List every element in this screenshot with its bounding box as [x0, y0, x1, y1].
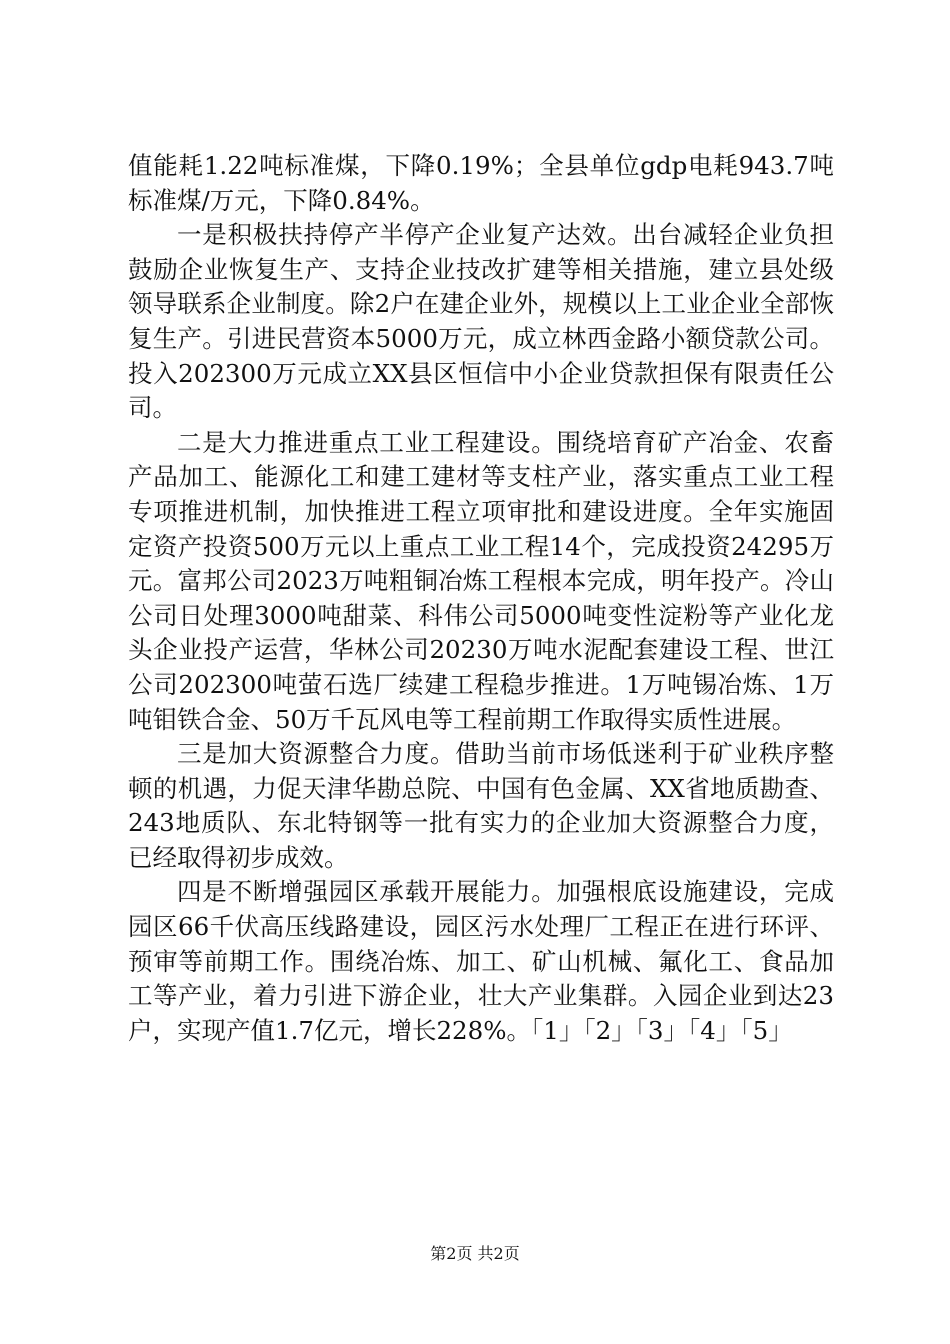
paragraph-3: 三是加大资源整合力度。借助当前市场低迷利于矿业秩序整顿的机遇，力促天津华勘总院、中国有色金属、XX省地质勘查、243地质队、东北特钢等一批有实力的企业加大资源整合力度，已经取得初步成效。	[128, 739, 834, 872]
paragraph-2: 二是大力推进重点工业工程建设。围绕培育矿产冶金、农畜产品加工、能源化工和建工建材等支柱产业，落实重点工业工程专项推进机制，加快推进工程立项审批和建设进度。全年实施固定资产投资500万元以上重点工业工程14个，完成投资24295万元。富邦公司2023万吨粗铜冶炼工程根本完成，明年投产。冷山公司日处理3000吨甜菜、科伟公司5000吨变性淀粉等产业化龙头企业投产运营，华林公司20230万吨水泥配套建设工程、世江公司202300吨萤石选厂续建工程稳步推进。1万吨锡冶炼、1万吨钼铁合金、50万千瓦风电等工程前期工作取得实质性进展。	[128, 427, 834, 734]
page-footer	[0, 1244, 950, 1264]
document-body	[128, 149, 834, 1048]
page-number: 第2页 共2页	[430, 1244, 520, 1263]
paragraph-continuation: 值能耗1.22吨标准煤，下降0.19%；全县单位gdp电耗943.7吨标准煤/万元，下降0.84%。	[128, 151, 834, 215]
paragraph-1: 一是积极扶持停产半停产企业复产达效。出台减轻企业负担鼓励企业恢复生产、支持企业技改扩建等相关措施，建立县处级领导联系企业制度。除2户在建企业外，规模以上工业企业全部恢复生产。引进民营资本5000万元，成立林西金路小额贷款公司。投入202300万元成立XX县区恒信中小企业贷款担保有限责任公司。	[128, 220, 834, 423]
paragraph-4: 四是不断增强园区承载开展能力。加强根底设施建设，完成园区66千伏高压线路建设，园区污水处理厂工程正在进行环评、预审等前期工作。围绕冶炼、加工、矿山机械、氟化工、食品加工等产业，着力引进下游企业，壮大产业集群。入园企业到达23户，实现产值1.7亿元，增长228%。「1」「2」「3」「4」「5」	[128, 877, 834, 1045]
